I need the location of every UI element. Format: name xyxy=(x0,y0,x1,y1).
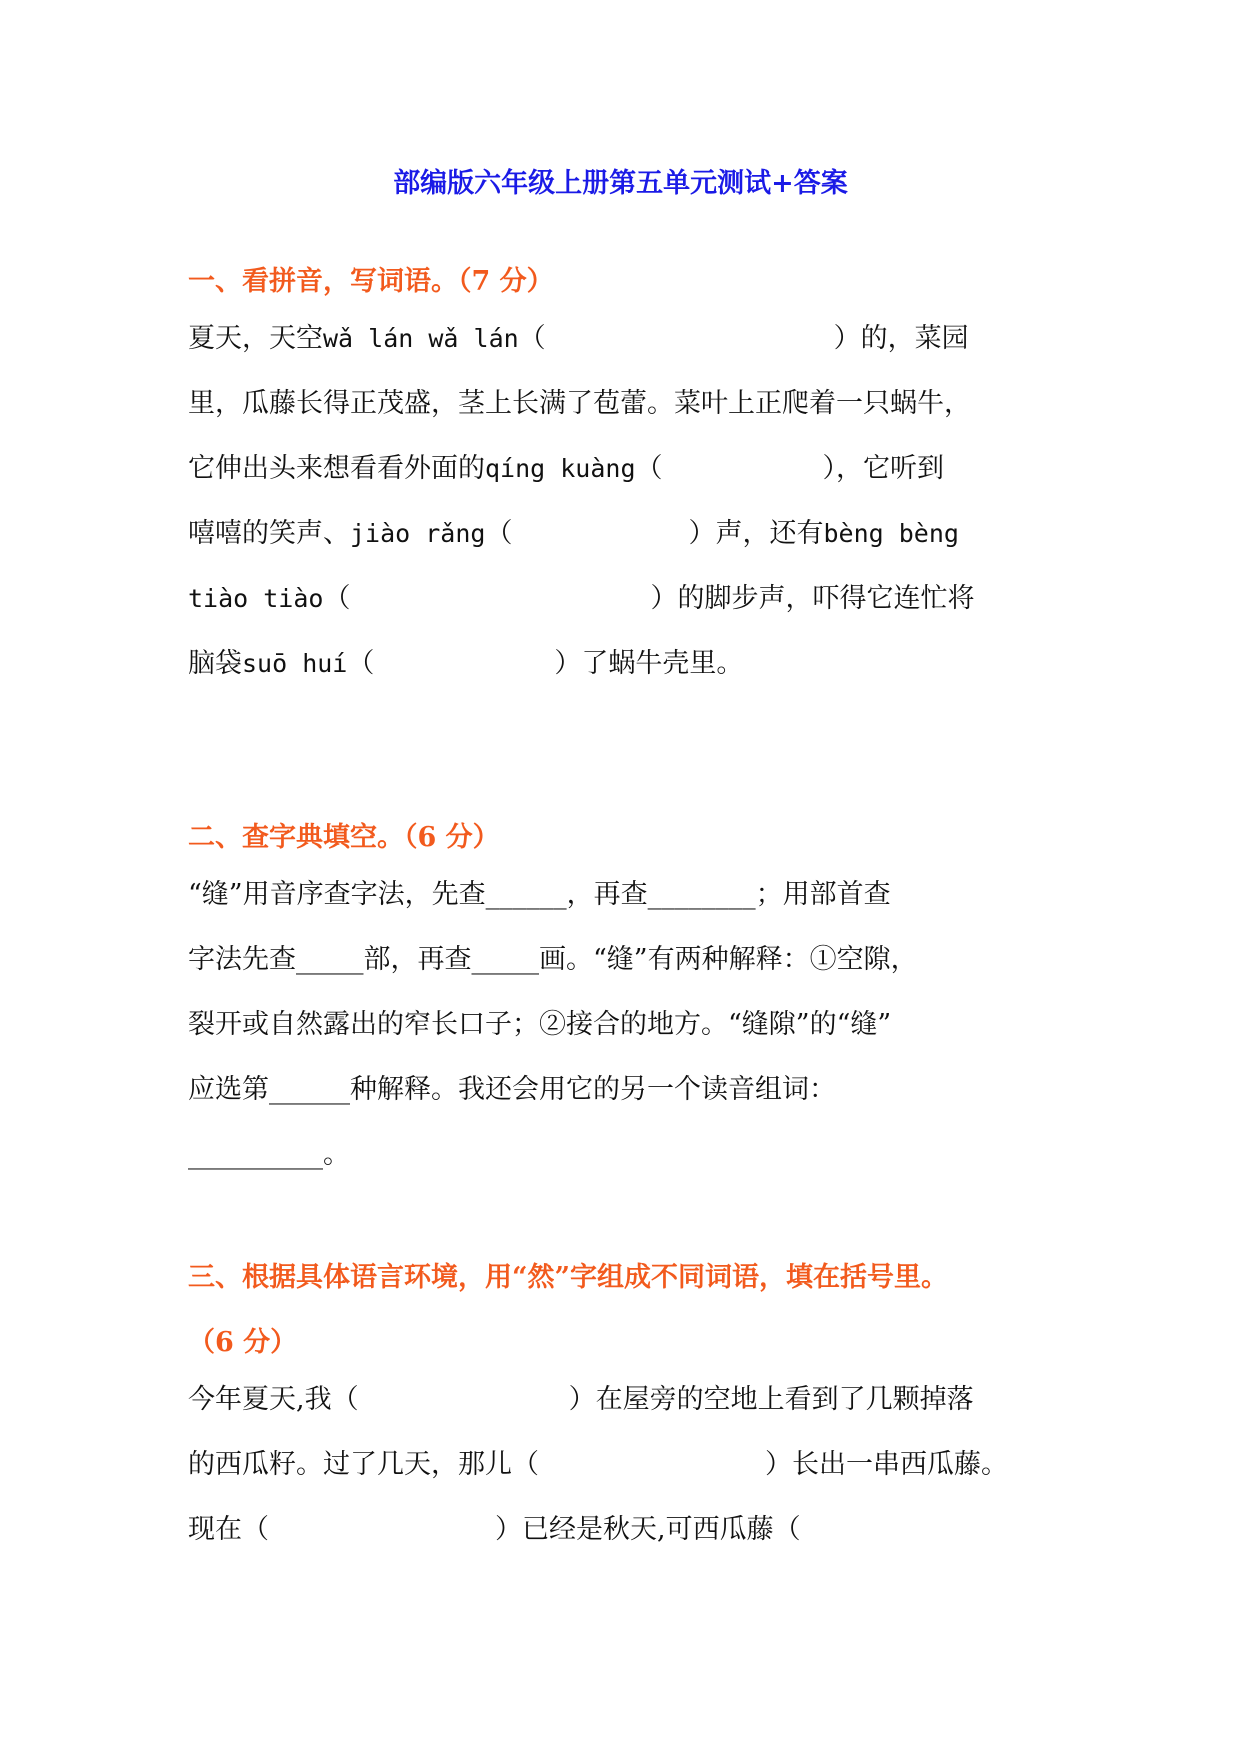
pinyin-text: qíng kuàng xyxy=(485,454,636,483)
section1-line-1: 夏天，天空wǎ lán wǎ lán（ ）的，菜园 xyxy=(188,323,969,354)
section1-heading: 一、看拼音，写词语。（7 分） xyxy=(188,266,554,297)
pinyin-text: wǎ lán wǎ lán xyxy=(323,324,519,353)
section1-line-5: tiào tiào（ ）的脚步声，吓得它连忙将 xyxy=(188,583,975,614)
section3-line-3: 现在（ ）已经是秋天,可西瓜藤（ xyxy=(188,1514,801,1545)
pinyin-text: suō huí xyxy=(242,649,348,678)
section2-line-5: __________。 xyxy=(188,1139,350,1170)
section2-line-3: 裂开或自然露出的窄长口子；②接合的地方。“缝隙”的“缝” xyxy=(188,1009,892,1040)
pinyin-text: bèng bèng xyxy=(823,519,959,548)
section3-line-1: 今年夏天,我（ ）在屋旁的空地上看到了几颗掉落 xyxy=(188,1384,974,1415)
section2-body xyxy=(188,862,918,1187)
section1-line-6: 脑袋suō huí（ ）了蜗牛壳里。 xyxy=(188,648,744,679)
section2-heading: 二、查字典填空。（6 分） xyxy=(188,822,500,853)
section3-heading-score: （6 分） xyxy=(188,1327,298,1358)
section3-body xyxy=(188,1367,1008,1562)
pinyin-text: jiào rǎng xyxy=(350,519,486,548)
section3-line-2: 的西瓜籽。过了几天，那儿（ ）长出一串西瓜藤。 xyxy=(188,1449,1008,1480)
section2-line-1: “缝”用音序查字法，先查______，再查________；用部首查 xyxy=(188,879,891,910)
section3-heading: 三、根据具体语言环境，用“然”字组成不同词语，填在括号里。 xyxy=(188,1262,949,1293)
document-title: 部编版六年级上册第五单元测试+答案 xyxy=(393,168,848,199)
section1-line-2: 里，瓜藤长得正茂盛，茎上长满了苞蕾。菜叶上正爬着一只蜗牛， xyxy=(188,388,971,419)
section2-line-4: 应选第______种解释。我还会用它的另一个读音组词： xyxy=(188,1074,836,1105)
section2-line-2: 字法先查_____部，再查_____画。“缝”有两种解释：①空隙， xyxy=(188,944,918,975)
section1-line-3: 它伸出头来想看看外面的qíng kuàng（ ），它听到 xyxy=(188,453,945,484)
pinyin-text: tiào tiào xyxy=(188,584,324,613)
section1-body xyxy=(188,306,974,696)
section1-line-4: 嘻嘻的笑声、jiào rǎng（ ）声，还有bèng bèng xyxy=(188,518,959,549)
